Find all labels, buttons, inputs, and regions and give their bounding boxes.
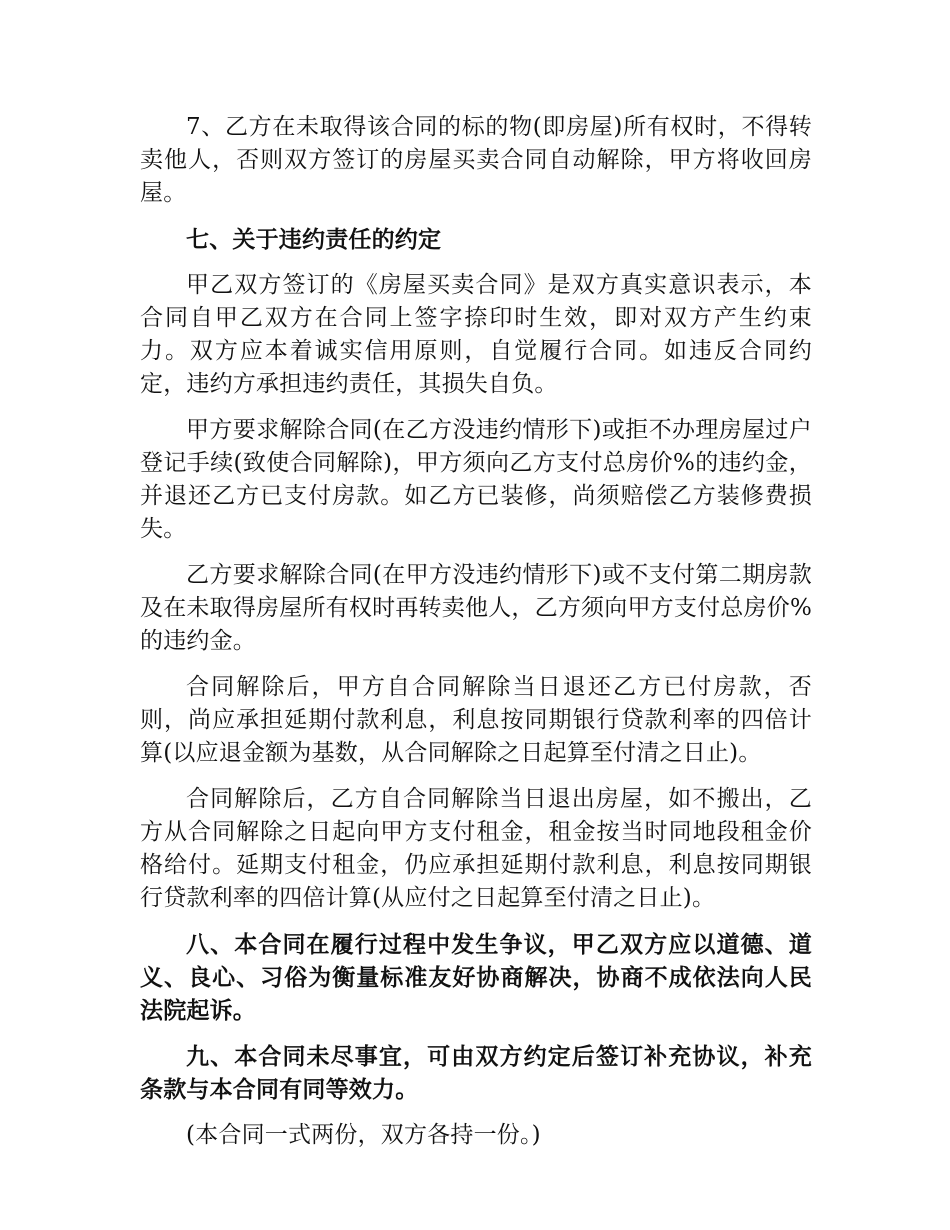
document-page — [140, 111, 812, 1165]
section-9-supplementary-terms: 九、本合同未尽事宜，可由双方约定后签订补充协议，补充条款与本合同有同等效力。 — [140, 1043, 812, 1103]
breach-general-paragraph: 甲乙双方签订的《房屋买卖合同》是双方真实意识表示，本合同自甲乙双方在合同上签字捺印时生效，即对双方产生约束力。双方应本着诚实信用原则，自觉履行合同。如违反合同约定，违约方承担违约责任，其损失自负。 — [140, 272, 812, 397]
clause-7-transfer-restriction: 7、乙方在未取得该合同的标的物(即房屋)所有权时，不得转卖他人，否则双方签订的房屋买卖合同自动解除，甲方将收回房屋。 — [140, 114, 812, 206]
copies-note: (本合同一式两份，双方各持一份。) — [186, 1122, 541, 1148]
section-8-dispute-resolution: 八、本合同在履行过程中发生争议，甲乙双方应以道德、道义、良心、习俗为衡量标准友好协商解决，协商不成依法向人民法院起诉。 — [140, 931, 812, 1024]
party-b-breach-paragraph: 乙方要求解除合同(在甲方没违约情形下)或不支付第二期房款及在未取得房屋所有权时再转卖他人，乙方须向甲方支付总房价%的违约金。 — [140, 562, 812, 654]
section-7-heading: 七、关于违约责任的约定 — [186, 226, 442, 253]
refund-after-termination-paragraph: 合同解除后，甲方自合同解除当日退还乙方已付房款，否则，尚应承担延期付款利息，利息按同期银行贷款利率的四倍计算(以应退金额为基数，从合同解除之日起算至付清之日止)。 — [140, 674, 812, 766]
party-a-breach-paragraph: 甲方要求解除合同(在乙方没违约情形下)或拒不办理房屋过户登记手续(致使合同解除)，甲方须向乙方支付总房价%的违约金，并退还乙方已支付房款。如乙方已装修，尚须赔偿乙方装修费损失。 — [140, 417, 812, 542]
move-out-after-termination-paragraph: 合同解除后，乙方自合同解除当日退出房屋，如不搬出，乙方从合同解除之日起向甲方支付租金，租金按当时同地段租金价格给付。延期支付租金，仍应承担延期付款利息，利息按同期银行贷款利率的四倍计算(从应付之日起算至付清之日止)。 — [140, 786, 812, 911]
